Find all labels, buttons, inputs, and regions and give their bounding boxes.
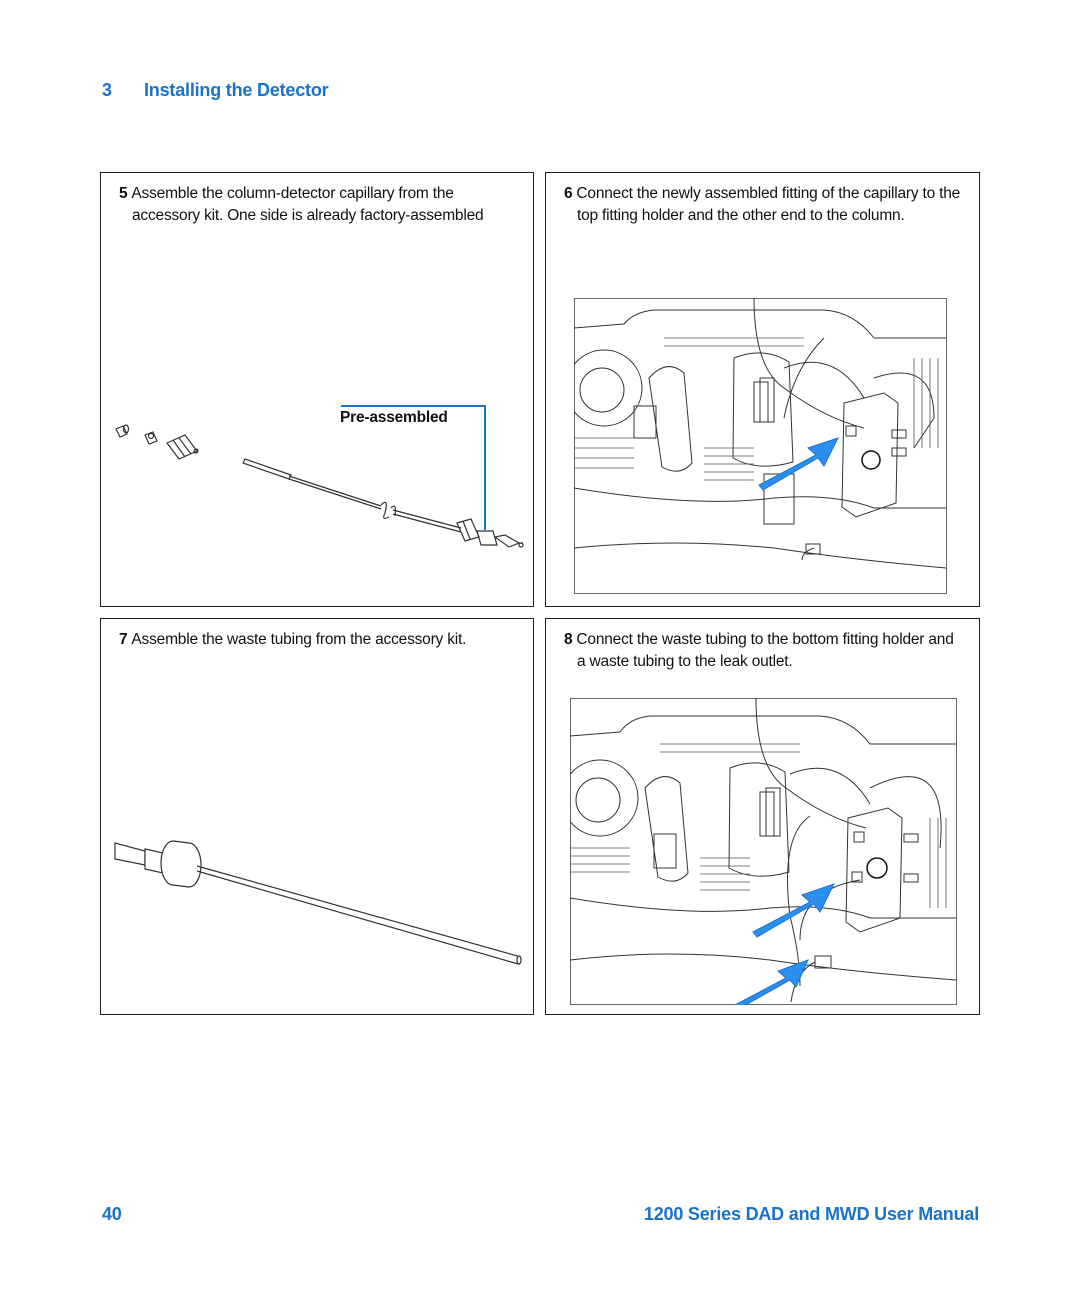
step-line-1: Connect the newly assembled fitting of the capillary to the (576, 185, 961, 202)
pre-assembled-callout: Pre-assembled (340, 409, 448, 426)
step-number: 8 (564, 631, 573, 648)
step-number: 5 (119, 185, 128, 202)
step-number: 7 (119, 631, 128, 648)
detector-top-fitting-illustration (574, 298, 947, 594)
step-8-text (564, 629, 975, 673)
chapter-header (102, 80, 328, 101)
waste-tubing-illustration (101, 619, 533, 1014)
step-line-1: Connect the waste tubing to the bottom fitting holder and (576, 631, 954, 648)
step-7-panel (100, 618, 534, 1015)
step-5-panel (100, 172, 534, 607)
step-line-2: accessory kit. One side is already factory-assembled (132, 207, 484, 224)
page-number: 40 (102, 1204, 122, 1224)
step-6-panel (545, 172, 980, 607)
step-line-2: a waste tubing to the leak outlet. (577, 653, 793, 670)
step-6-text (564, 183, 975, 227)
detector-bottom-fitting-illustration (570, 698, 957, 1005)
chapter-number: 3 (102, 80, 112, 100)
manual-title: 1200 Series DAD and MWD User Manual (643, 1204, 979, 1224)
step-line-1: Assemble the column-detector capillary from the (131, 185, 454, 202)
step-8-panel (545, 618, 980, 1015)
capillary-illustration (101, 173, 533, 606)
step-number: 6 (564, 185, 573, 202)
chapter-title: Installing the Detector (144, 80, 329, 100)
step-line-2: top fitting holder and the other end to the column. (577, 207, 905, 224)
step-line-1: Assemble the waste tubing from the accessory kit. (131, 631, 467, 648)
